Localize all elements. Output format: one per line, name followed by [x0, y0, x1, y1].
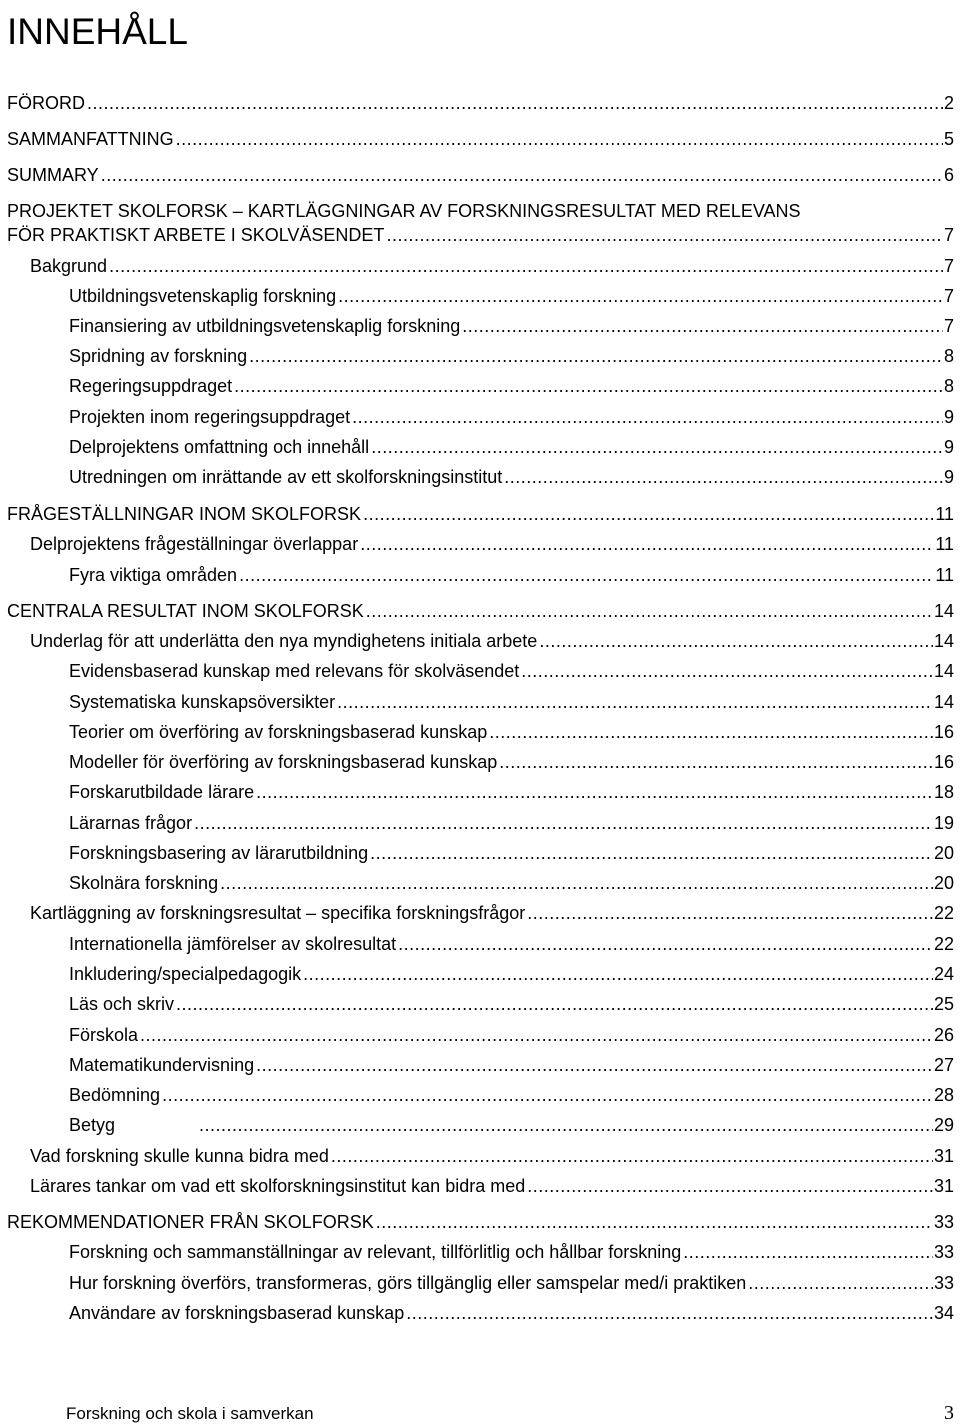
dot-leader — [489, 720, 933, 744]
toc-entry-label: Spridning av forskning — [69, 346, 248, 366]
toc-entry-rekommendationer[interactable] — [7, 1210, 954, 1234]
dot-leader — [370, 841, 933, 865]
toc-entry-page: 11 — [935, 504, 954, 524]
toc-entry-page: 20 — [933, 843, 954, 863]
toc-entry-label: Forskarutbildade lärare — [69, 782, 255, 802]
dot-leader — [256, 780, 933, 804]
toc-entry[interactable] — [69, 780, 954, 804]
dot-leader — [499, 750, 933, 774]
dot-leader — [386, 223, 943, 247]
dot-leader — [249, 344, 943, 368]
dot-leader — [303, 962, 933, 986]
toc-entry[interactable] — [69, 962, 954, 986]
toc-entry-sammanfattning[interactable] — [7, 127, 954, 151]
toc-entry-forord[interactable] — [7, 91, 954, 115]
toc-entry-page: 14 — [933, 631, 954, 651]
toc-entry[interactable] — [69, 563, 954, 587]
dot-leader — [748, 1271, 933, 1295]
dot-leader — [406, 1301, 933, 1325]
toc-entry-label: Forskningsbasering av lärarutbildning — [69, 843, 369, 863]
dot-leader — [683, 1240, 933, 1264]
toc-entry-label: Hur forskning överförs, transformeras, görs tillgänglig eller samspelar med/i praktiken — [69, 1273, 747, 1293]
toc-entry-page: 6 — [943, 165, 954, 185]
toc-entry-page: 31 — [933, 1146, 954, 1166]
toc-entry-page: 11 — [935, 534, 954, 554]
toc-entry-page: 22 — [933, 903, 954, 923]
toc-entry-label: Inkludering/specialpedagogik — [69, 964, 302, 984]
toc-entry-projektet-skolforsk[interactable] — [7, 199, 954, 247]
toc-entry[interactable] — [69, 405, 954, 429]
toc-entry-label: Bakgrund — [30, 256, 108, 276]
toc-entry-page: 8 — [943, 346, 954, 366]
toc-entry[interactable] — [69, 992, 954, 1016]
toc-entry-label: Betyg — [69, 1115, 116, 1135]
dot-leader — [363, 502, 934, 526]
toc-entry[interactable] — [69, 435, 954, 459]
toc-entry-label: Bedömning — [69, 1085, 161, 1105]
dot-leader — [176, 127, 943, 151]
toc-entry[interactable] — [69, 314, 954, 338]
toc-entry-label: FÖRORD — [7, 93, 85, 113]
toc-entry-label: PROJEKTET SKOLFORSK – KARTLÄGGNINGAR AV FORSKNINGSRESULTAT MED RELEVANS — [7, 201, 801, 221]
toc-entry[interactable] — [30, 901, 954, 925]
toc-entry[interactable] — [69, 811, 954, 835]
dot-leader — [194, 811, 933, 835]
toc-entry-page: 34 — [933, 1303, 954, 1323]
toc-entry-page: 16 — [933, 722, 954, 742]
toc-entry-label: Vad forskning skulle kunna bidra med — [30, 1146, 329, 1166]
dot-leader — [162, 1083, 933, 1107]
toc-entry-page: 19 — [933, 813, 954, 833]
toc-entry-fragestallningar[interactable] — [7, 502, 954, 526]
dot-leader — [140, 1023, 933, 1047]
footer-text: Forskning och skola i samverkan — [66, 1404, 314, 1423]
toc-entry-page: 5 — [943, 129, 954, 149]
toc-entry-page: 27 — [933, 1055, 954, 1075]
toc-entry[interactable] — [30, 1174, 954, 1198]
toc-entry-label: Utbildningsvetenskaplig forskning — [69, 286, 337, 306]
toc-entry-page: 33 — [933, 1242, 954, 1262]
toc-entry-label: Skolnära forskning — [69, 873, 219, 893]
toc-entry[interactable] — [69, 659, 954, 683]
toc-entry[interactable] — [69, 284, 954, 308]
toc-entry-page: 9 — [943, 467, 954, 487]
toc-entry[interactable] — [69, 1023, 954, 1047]
toc-entry[interactable] — [69, 932, 954, 956]
toc-entry-label: FRÅGESTÄLLNINGAR INOM SKOLFORSK — [7, 504, 362, 524]
dot-leader — [109, 254, 943, 278]
toc-entry-label: Regeringsuppdraget — [69, 376, 233, 396]
toc-entry-label: Läs och skriv — [69, 994, 175, 1014]
toc-entry[interactable] — [69, 1271, 954, 1295]
toc-entry[interactable] — [69, 750, 954, 774]
toc-entry-page: 14 — [933, 661, 954, 681]
dot-leader — [371, 435, 943, 459]
toc-entry-page: 28 — [933, 1085, 954, 1105]
toc-entry[interactable] — [69, 374, 954, 398]
toc-entry-page: 33 — [933, 1212, 954, 1232]
toc-entry-page: 11 — [935, 565, 954, 585]
dot-leader — [527, 1174, 933, 1198]
dot-leader — [527, 901, 933, 925]
toc-entry-label: Förskola — [69, 1025, 139, 1045]
toc-entry[interactable] — [69, 1053, 954, 1077]
toc-entry-label: Projekten inom regeringsuppdraget — [69, 407, 351, 427]
dot-leader — [360, 532, 934, 556]
toc-entry[interactable] — [69, 841, 954, 865]
toc-entry-label-continued: FÖR PRAKTISKT ARBETE I SKOLVÄSENDET — [7, 225, 385, 245]
toc-entry-label: Modeller för överföring av forskningsbaserad kunskap — [69, 752, 498, 772]
toc-entry[interactable] — [69, 1240, 954, 1264]
dot-leader — [521, 659, 933, 683]
toc-entry[interactable] — [30, 532, 954, 556]
toc-entry[interactable] — [69, 690, 954, 714]
toc-entry-page: 16 — [933, 752, 954, 772]
dot-leader — [398, 932, 933, 956]
toc-entry-label: Internationella jämförelser av skolresultat — [69, 934, 397, 954]
toc-entry[interactable] — [69, 465, 954, 489]
dot-leader — [331, 1144, 933, 1168]
toc-entry-label: Kartläggning av forskningsresultat – specifika forskningsfrågor — [30, 903, 526, 923]
dot-leader — [504, 465, 943, 489]
dot-leader — [366, 599, 933, 623]
toc-entry-label: Lärares tankar om vad ett skolforskningsinstitut kan bidra med — [30, 1176, 526, 1196]
toc-entry[interactable] — [69, 720, 954, 744]
toc-entry-label: Evidensbaserad kunskap med relevans för skolväsendet — [69, 661, 520, 681]
toc-entry-label: REKOMMENDATIONER FRÅN SKOLFORSK — [7, 1212, 374, 1232]
dot-leader — [176, 992, 933, 1016]
toc-entry-bakgrund[interactable] — [30, 254, 954, 278]
toc-entry-page: 31 — [933, 1176, 954, 1196]
toc-entry[interactable] — [69, 344, 954, 368]
toc-entry-page: 14 — [933, 601, 954, 621]
toc-entry-page: 7 — [943, 225, 954, 245]
dot-leader — [338, 284, 943, 308]
dot-leader — [199, 1113, 933, 1137]
toc-entry-label: Finansiering av utbildningsvetenskaplig forskning — [69, 316, 461, 336]
toc-entry-summary[interactable] — [7, 163, 954, 187]
dot-leader — [239, 563, 934, 587]
toc-entry[interactable] — [30, 629, 954, 653]
dot-leader — [234, 374, 943, 398]
page-number: 3 — [944, 1402, 954, 1424]
toc-entry-page: 8 — [943, 376, 954, 396]
toc-entry-page: 33 — [933, 1273, 954, 1293]
toc-entry[interactable] — [69, 1301, 954, 1325]
toc-entry-label: SUMMARY — [7, 165, 99, 185]
toc-entry-label: Fyra viktiga områden — [69, 565, 238, 585]
toc-entry-label: Matematikundervisning — [69, 1055, 255, 1075]
toc-entry[interactable] — [69, 1083, 954, 1107]
dot-leader — [462, 314, 943, 338]
toc-entry-page: 7 — [943, 256, 954, 276]
toc-entry-page: 25 — [933, 994, 954, 1014]
toc-entry-page: 9 — [943, 407, 954, 427]
toc-entry[interactable] — [69, 871, 954, 895]
toc-entry-page: 14 — [933, 692, 954, 712]
toc-entry-label: Lärarnas frågor — [69, 813, 193, 833]
toc-entry-label: Utredningen om inrättande av ett skolforskningsinstitut — [69, 467, 503, 487]
toc-entry-label: Användare av forskningsbaserad kunskap — [69, 1303, 405, 1323]
dot-leader — [220, 871, 933, 895]
toc-entry-page: 2 — [943, 93, 954, 113]
toc-entry-label: Underlag för att underlätta den nya myndighetens initiala arbete — [30, 631, 538, 651]
toc-entry-page: 9 — [943, 437, 954, 457]
toc-entry[interactable] — [69, 1113, 954, 1137]
dot-leader — [539, 629, 933, 653]
toc-entry-label: Systematiska kunskapsöversikter — [69, 692, 336, 712]
toc-entry-page: 7 — [943, 316, 954, 336]
toc-entry-page: 26 — [933, 1025, 954, 1045]
page-title: INNEHÅLL — [7, 11, 188, 52]
toc-entry-page: 20 — [933, 873, 954, 893]
dot-leader — [337, 690, 933, 714]
toc-entry-label: Forskning och sammanställningar av relevant, tillförlitlig och hållbar forskning — [69, 1242, 682, 1262]
toc-entry-label: SAMMANFATTNING — [7, 129, 174, 149]
dot-leader — [101, 163, 943, 187]
toc-entry-page: 7 — [943, 286, 954, 306]
toc-entry[interactable] — [30, 1144, 954, 1168]
dot-leader — [87, 91, 943, 115]
toc-entry-page: 29 — [933, 1115, 954, 1135]
dot-leader — [376, 1210, 933, 1234]
toc-entry-page: 22 — [933, 934, 954, 954]
toc-entry-label: CENTRALA RESULTAT INOM SKOLFORSK — [7, 601, 364, 621]
dot-leader — [352, 405, 943, 429]
toc-entry-label: Delprojektens omfattning och innehåll — [69, 437, 370, 457]
toc-entry-page: 24 — [933, 964, 954, 984]
toc-entry-label: Teorier om överföring av forskningsbaserad kunskap — [69, 722, 488, 742]
toc-entry-page: 18 — [933, 782, 954, 802]
dot-leader — [256, 1053, 933, 1077]
toc-entry-label: Delprojektens frågeställningar överlappar — [30, 534, 359, 554]
toc-entry-centrala-resultat[interactable] — [7, 599, 954, 623]
